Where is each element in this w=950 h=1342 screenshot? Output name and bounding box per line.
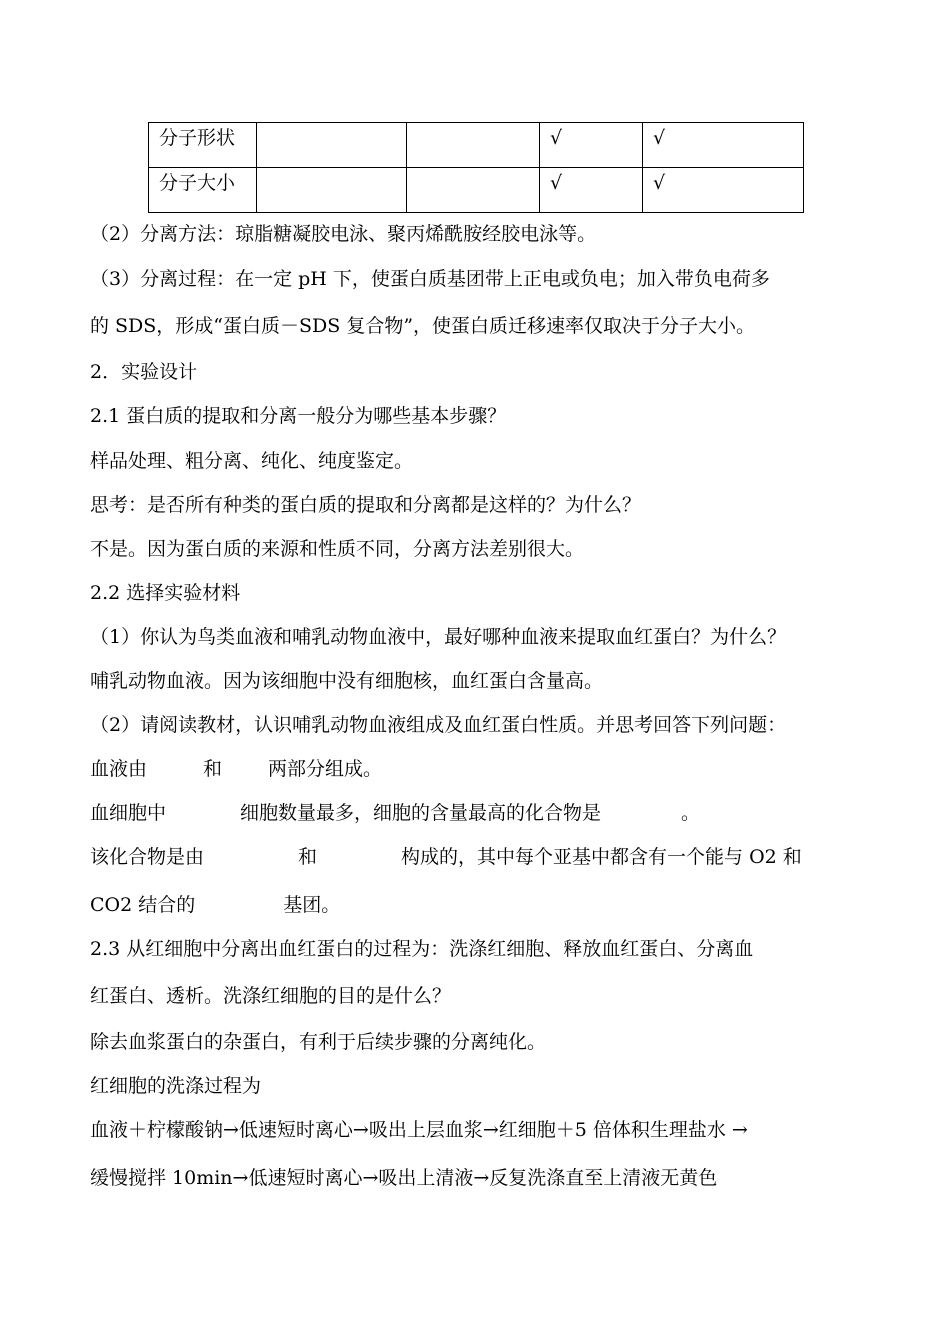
answer-blood-choice: 哺乳动物血液。因为该细胞中没有细胞核，血红蛋白含量高。 (90, 670, 604, 692)
question-read-textbook: （2）请阅读教材，认识哺乳动物血液组成及血红蛋白性质。并思考回答下列问题： (90, 714, 787, 736)
fill-blank-blood-composition (90, 757, 382, 781)
table-row (149, 168, 804, 213)
table-row (149, 123, 804, 168)
line-text: 血细胞中 (90, 802, 167, 824)
line-text: 。 (681, 802, 701, 824)
section-heading-materials: 2.2 选择实验材料 (90, 582, 241, 604)
paragraph-separation-steps: 2.3 从红细胞中分离出血红蛋白的过程为：洗涤红细胞、释放血红蛋白、分离血 (90, 938, 754, 960)
comparison-table (148, 122, 804, 213)
line-text: 和 (203, 758, 223, 780)
check-cell: √ (643, 168, 804, 213)
answer-think: 不是。因为蛋白质的来源和性质不同，分离方法差别很大。 (90, 538, 585, 560)
row-label: 分子形状 (149, 123, 257, 168)
question-think: 思考：是否所有种类的蛋白质的提取和分离都是这样的？为什么？ (90, 494, 642, 516)
line-text: 基团。 (283, 894, 341, 916)
check-cell: √ (643, 123, 804, 168)
question-basic-steps: 2.1 蛋白质的提取和分离一般分为哪些基本步骤？ (90, 405, 507, 427)
line-text: 该化合物是由 (90, 846, 205, 868)
table-cell (407, 123, 540, 168)
check-cell: √ (540, 123, 643, 168)
table-cell (257, 168, 407, 213)
section-heading-experiment-design: 2．实验设计 (90, 361, 198, 383)
answer-washing-purpose: 除去血浆蛋白的杂蛋白，有利于后续步骤的分离纯化。 (90, 1031, 547, 1053)
paragraph-separation-method: （2）分离方法：琼脂糖凝胶电泳、聚丙烯酰胺经胶电泳等。 (90, 223, 597, 245)
answer-basic-steps: 样品处理、粗分离、纯化、纯度鉴定。 (90, 450, 414, 472)
line-text: 细胞数量最多，细胞的含量最高的化合物是 (240, 802, 602, 824)
paragraph-separation-steps-cont: 红蛋白、透析。洗涤红细胞的目的是什么？ (90, 985, 452, 1007)
line-text: 两部分组成。 (268, 758, 383, 780)
washing-process-heading: 红细胞的洗涤过程为 (90, 1075, 262, 1097)
paragraph-separation-process-cont: 的 SDS，形成“蛋白质－SDS 复合物”，使蛋白质迁移速率仅取决于分子大小。 (90, 315, 756, 337)
line-text: 和 (298, 846, 318, 868)
fill-blank-binding-group (90, 893, 340, 917)
line-text: 血液由 (90, 758, 148, 780)
fill-blank-blood-cells (90, 801, 700, 825)
table-cell (407, 168, 540, 213)
check-cell: √ (540, 168, 643, 213)
fill-blank-compound (90, 845, 802, 869)
washing-process-step-2: 缓慢搅拌 10min→低速短时离心→吸出上清液→反复洗涤直至上清液无黄色 (90, 1167, 718, 1189)
row-label: 分子大小 (149, 168, 257, 213)
washing-process-step-1: 血液＋柠檬酸钠→低速短时离心→吸出上层血浆→红细胞＋5 倍体积生理盐水 → (90, 1119, 748, 1141)
table-cell (257, 123, 407, 168)
paragraph-separation-process: （3）分离过程：在一定 pH 下，使蛋白质基团带上正电或负电；加入带负电荷多 (90, 268, 770, 290)
question-blood-choice: （1）你认为鸟类血液和哺乳动物血液中，最好哪种血液来提取血红蛋白？为什么？ (90, 626, 787, 648)
line-text: 构成的，其中每个亚基中都含有一个能与 O2 和 (401, 846, 802, 868)
line-text: CO2 结合的 (90, 894, 196, 916)
